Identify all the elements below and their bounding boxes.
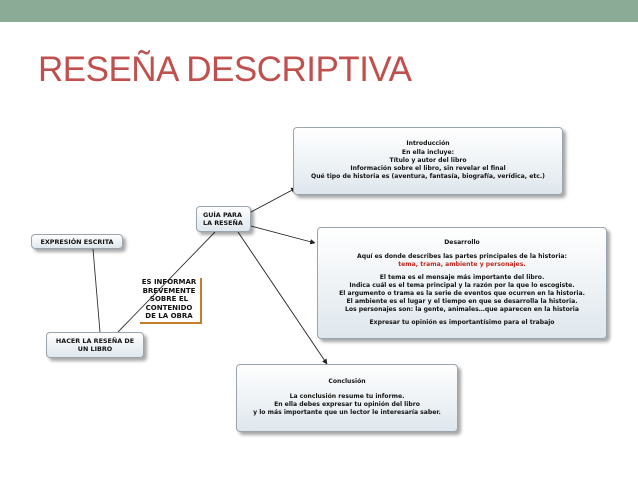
desarrollo-heading: Desarrollo: [444, 239, 480, 247]
es-informar-line: BREVEMENTE: [142, 286, 196, 295]
desarrollo-line: Indica cuál es el tema principal y la razón por la que lo escogiste.: [349, 282, 575, 290]
introduccion-heading: Introducción: [406, 140, 450, 148]
desarrollo-closing: Expresar tu opinión es importantísimo para el trabajo: [369, 318, 555, 326]
introduccion-line: Qué tipo de historia es (aventura, fantasía, biografía, verídica, etc.): [311, 173, 545, 181]
conclusion-line: La conclusión resume tu informe.: [289, 392, 405, 400]
link-guia-desarrollo: [251, 226, 315, 243]
es-informar-line: DE LA OBRA: [145, 312, 193, 321]
slide-title: RESEÑA DESCRIPTIVA: [38, 50, 412, 89]
es-informar-line: CONTENIDO: [145, 303, 193, 312]
desarrollo-line: El ambiente es el lugar y el tiempo en que se desarrolla la historia.: [346, 297, 578, 305]
introduccion-node: [293, 127, 563, 195]
conclusion-line: En ella debes expresar tu opinión del libro: [274, 401, 420, 408]
hacer-resena-line: UN LIBRO: [77, 345, 113, 353]
guia-line: GUÍA PARA: [203, 210, 242, 219]
conclusion-heading: Conclusión: [328, 378, 366, 386]
desarrollo-intro: Aquí es donde describes las partes principales de la historia:: [357, 253, 567, 261]
conclusion-node: [236, 364, 458, 432]
desarrollo-line: Los personajes son: la gente, animales…que aparecen en la historia: [344, 305, 579, 313]
introduccion-line: En ella incluye:: [401, 148, 455, 156]
conclusion-line: y lo más importante que un lector le interesaría saber.: [253, 409, 441, 417]
expresion-escrita-node: [31, 234, 123, 249]
desarrollo-line: El tema es el mensaje más importante del libro.: [379, 274, 545, 282]
link-hacer-expresion: [93, 249, 100, 332]
desarrollo-node: [317, 227, 607, 339]
guia-node: [196, 206, 251, 232]
hacer-resena-line: HACER LA RESEÑA DE: [55, 336, 135, 345]
guia-line: LA RESEÑA: [203, 219, 243, 227]
introduccion-line: Título y autor del libro: [389, 156, 467, 164]
desarrollo-line: El argumento o trama es la serie de eventos que ocurren en la historia.: [339, 289, 585, 297]
es-informar-line: ES INFORMAR: [141, 278, 197, 286]
introduccion-line: Información sobre el libro, sin revelar el final: [350, 165, 506, 173]
link-guia-conclusion: [238, 232, 327, 364]
es-informar-line: SOBRE EL: [149, 295, 189, 304]
desarrollo-highlight: tema, trama, ambiente y personajes.: [398, 261, 526, 269]
hacer-resena-node: [46, 332, 144, 358]
link-guia-introduccion: [251, 188, 296, 212]
es-informar-node: [140, 278, 202, 324]
expresion-escrita-label: EXPRESIÓN ESCRITA: [40, 237, 114, 246]
